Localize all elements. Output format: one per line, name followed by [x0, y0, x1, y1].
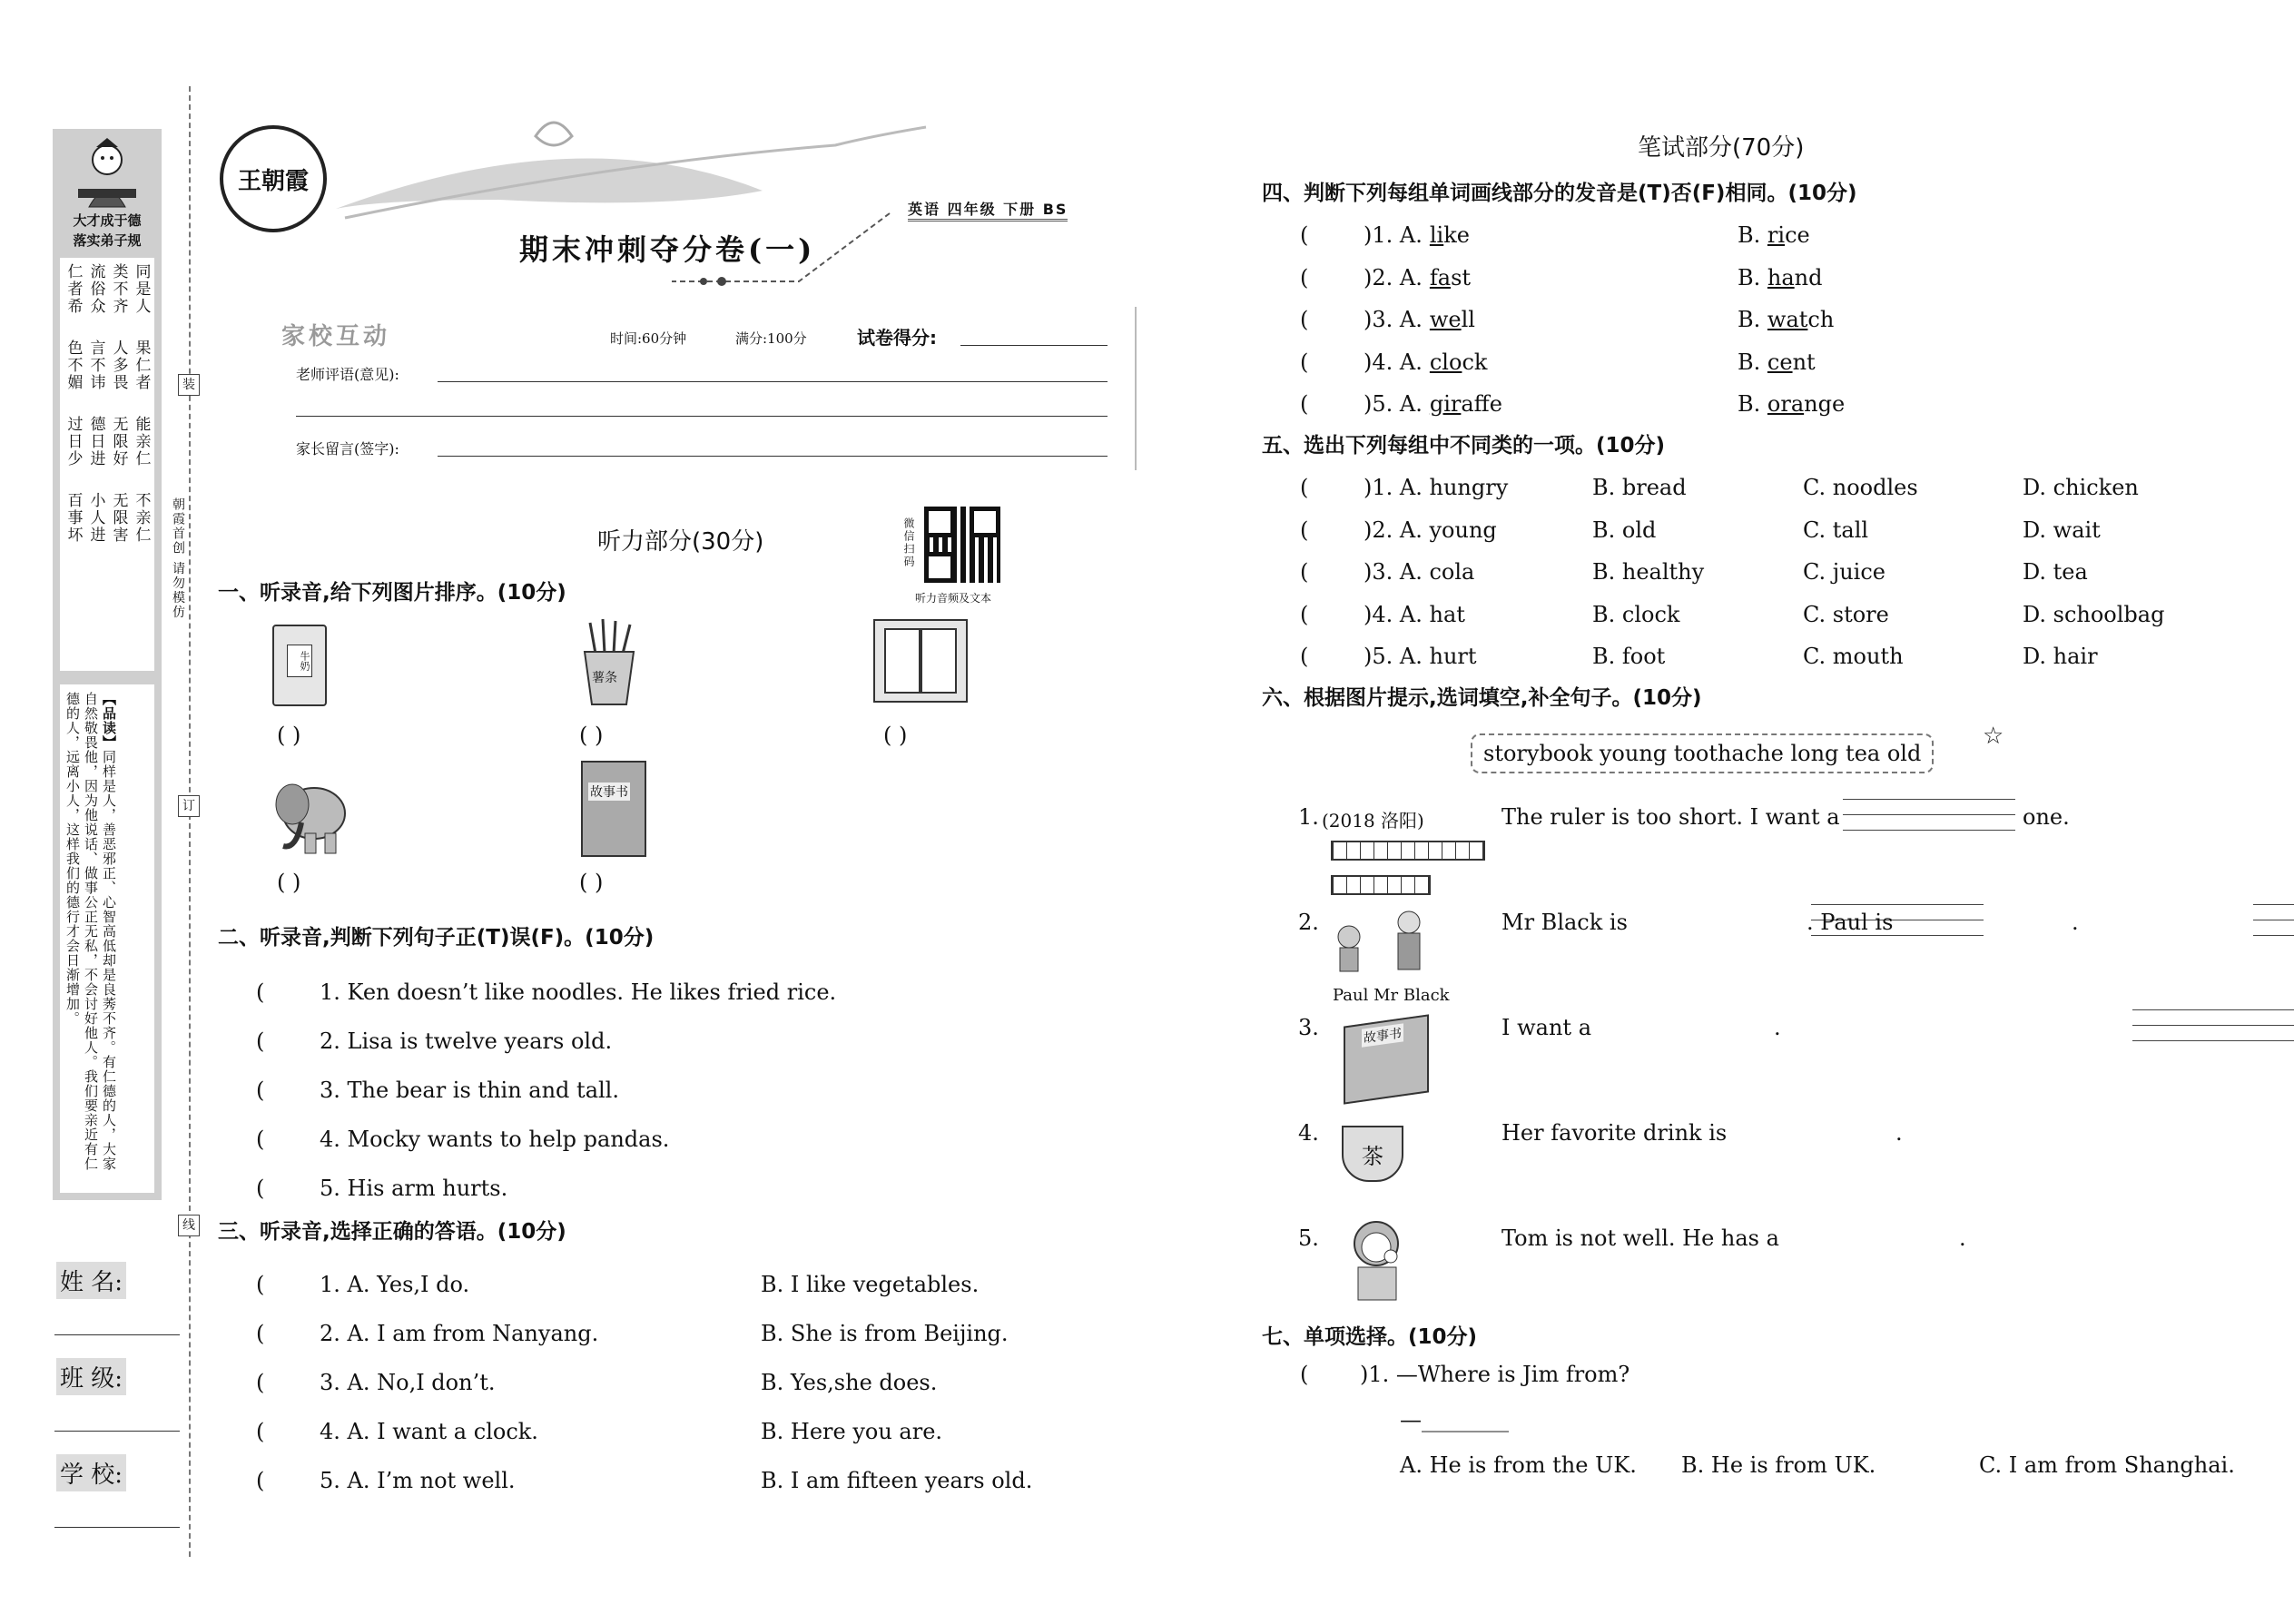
fill-q3-num: 3. — [1298, 1015, 1319, 1040]
fill-q1-tag: (2018 洛阳) — [1322, 810, 1424, 832]
odd-one-option-d[interactable]: D. chicken — [2023, 475, 2139, 500]
odd-one-option-d[interactable]: D. tea — [2023, 559, 2088, 585]
section-4-list — [1300, 214, 2280, 426]
phonics-word-b-row: B. orange — [1738, 391, 1846, 417]
phonics-word-b: cent — [1767, 349, 1816, 375]
listening-title: 听力部分(30分) — [597, 528, 764, 556]
section-2-list — [256, 968, 836, 1213]
fill-q1-blank[interactable] — [1843, 799, 2015, 831]
phonics-num: )1. A. — [1364, 222, 1423, 248]
choice-answer-paren[interactable]: ( — [256, 1468, 265, 1493]
odd-one-option-b[interactable]: B. foot — [1592, 644, 1666, 669]
tf-answer-paren[interactable]: ( — [256, 1127, 265, 1152]
paul-mrblack-icon — [1327, 908, 1436, 986]
cut-mark-2: 订 — [178, 795, 200, 817]
phonics-word-b-row: B. watch — [1738, 307, 1835, 332]
brand-logo-text: 王朝霞 — [237, 167, 309, 195]
reading-text: 同样是人，善恶邪正、心智高低却是良莠不齐。有仁德的人，大家自然敬畏他，因为他说话、做事公正无私，不会讨好他人。我们要亲近有仁德的人，远离小人，这样我们的德行才会日渐增加。 — [64, 692, 117, 1171]
school-label: 学 校: — [56, 1454, 126, 1491]
fill-q1-end: one. — [2023, 804, 2070, 830]
phonics-answer-paren[interactable]: ( — [1300, 349, 1309, 375]
phonics-row — [1300, 214, 2280, 257]
milk-label: 牛奶 — [287, 645, 312, 677]
odd-one-option-a[interactable]: )1. A. hungry — [1364, 475, 1509, 500]
odd-one-answer-paren[interactable]: ( — [1300, 475, 1309, 500]
choice-answer-paren[interactable]: ( — [256, 1419, 265, 1444]
grade-tags: 英语 四年级 下册 BS — [908, 198, 1068, 221]
choice-option-b[interactable]: B. Yes,she does. — [761, 1370, 938, 1395]
reading-title: 【品读】 — [101, 692, 117, 750]
reading-box — [60, 684, 154, 1193]
poem-line: 不亲仁 — [132, 492, 151, 544]
tf-row — [256, 968, 836, 1017]
fill-q4-end: . — [1895, 1120, 1903, 1146]
tf-sentence: 2. Lisa is twelve years old. — [320, 1029, 613, 1054]
choice-answer-paren[interactable]: ( — [256, 1272, 265, 1297]
fill-q4-num: 4. — [1298, 1120, 1319, 1146]
cut-mark-3: 线 — [178, 1215, 200, 1236]
phonics-answer-paren[interactable]: ( — [1300, 391, 1309, 417]
choice-option-a[interactable]: 5. A. I’m not well. — [320, 1468, 516, 1493]
phonics-word-b: rice — [1767, 222, 1810, 248]
odd-one-option-c[interactable]: C. noodles — [1803, 475, 1918, 500]
odd-one-option-b[interactable]: B. old — [1592, 517, 1657, 543]
poem-line: 百事坏 — [64, 492, 83, 544]
full-score: 满分:100分 — [735, 330, 807, 347]
odd-one-row — [1300, 509, 2280, 552]
cookies-label: 薯条 — [592, 671, 617, 685]
choice-option-a[interactable]: 4. A. I want a clock. — [320, 1419, 538, 1444]
odd-one-option-c[interactable]: C. mouth — [1803, 644, 1904, 669]
parent-comment-label: 家长留言(签字): — [296, 440, 399, 458]
section-2-title: 二、听录音,判断下列句子正(T)误(F)。(10分) — [218, 926, 655, 950]
phonics-word-a: fast — [1429, 264, 1472, 290]
phonics-answer-paren[interactable]: ( — [1300, 264, 1309, 290]
phonics-answer-paren[interactable]: ( — [1300, 307, 1309, 332]
tea-cup-icon — [1342, 1126, 1403, 1182]
choice-option-b[interactable]: B. She is from Beijing. — [761, 1321, 1009, 1346]
fill-q1-text: The ruler is too short. I want a — [1501, 804, 1840, 830]
odd-one-answer-paren[interactable]: ( — [1300, 644, 1309, 669]
phonics-word-b: orange — [1767, 391, 1846, 417]
choice-option-b[interactable]: B. Here you are. — [761, 1419, 943, 1444]
poem-line: 类不齐 — [109, 263, 128, 315]
phonics-word-b: hand — [1767, 264, 1823, 290]
poem-line: 言不讳 — [86, 340, 105, 391]
fill-q3-book-label: 故事书 — [1362, 1023, 1403, 1047]
class-label: 班 级: — [56, 1358, 126, 1395]
tf-answer-paren[interactable]: ( — [256, 1078, 265, 1103]
fill-q2-text: Mr Black is — [1501, 910, 1628, 935]
fill-q1-num: 1. — [1298, 804, 1319, 830]
teacher-comment-label: 老师评语(意见): — [296, 366, 399, 383]
odd-one-option-b[interactable]: B. clock — [1592, 601, 1680, 627]
odd-one-option-c[interactable]: C. store — [1803, 601, 1889, 627]
poem-line: 小人进 — [86, 492, 105, 544]
qr-caption: 听力音频及文本 — [915, 592, 992, 605]
odd-one-option-b[interactable]: B. bread — [1592, 475, 1687, 500]
short-ruler-icon — [1331, 875, 1431, 895]
book-icon — [1344, 1014, 1429, 1104]
score-field[interactable] — [960, 345, 1108, 346]
odd-one-option-d[interactable]: D. wait — [2023, 517, 2101, 543]
section-3-list — [256, 1260, 1073, 1505]
fill-q5-text: Tom is not well. He has a — [1501, 1225, 1779, 1251]
qr-code-icon[interactable] — [924, 507, 1000, 583]
poem-line: 果仁者 — [132, 340, 151, 391]
storybook-label: 故事书 — [588, 782, 630, 801]
choice-row — [256, 1358, 1073, 1407]
choice-answer-paren[interactable]: ( — [256, 1370, 265, 1395]
pic-2-answer[interactable]: ( ) — [579, 723, 604, 748]
exam-time: 时间:60分钟 — [610, 330, 687, 347]
tf-sentence: 5. His arm hurts. — [320, 1176, 508, 1201]
phonics-num: )2. A. — [1364, 264, 1423, 290]
tf-row — [256, 1017, 836, 1066]
pic-4-answer[interactable]: ( ) — [277, 870, 301, 895]
odd-one-option-a[interactable]: )4. A. hat — [1364, 601, 1465, 627]
phonics-num: )5. A. — [1364, 391, 1423, 417]
storybook-icon — [581, 761, 646, 857]
odd-one-option-c[interactable]: C. tall — [1803, 517, 1869, 543]
word-bank: storybook young toothache long tea old — [1471, 733, 1934, 773]
poem-line: 流俗众 — [86, 263, 105, 315]
brand-logo — [220, 125, 327, 232]
fill-q2-mid: . Paul is — [1807, 910, 1894, 935]
cut-mark-1: 装 — [178, 374, 200, 396]
toothache-boy-icon — [1340, 1216, 1422, 1304]
fill-q2-caption: Paul Mr Black — [1333, 986, 1450, 1005]
phonics-word-b-row: B. hand — [1738, 264, 1823, 290]
phonics-word-b-row: B. rice — [1738, 222, 1810, 248]
writing-title: 笔试部分(70分) — [1638, 134, 1805, 162]
poem-line: 仁者希 — [64, 263, 83, 315]
odd-one-option-c[interactable]: C. juice — [1803, 559, 1885, 585]
phonics-word-a: well — [1429, 307, 1475, 332]
star-icon: ☆ — [1983, 723, 2004, 750]
school-field[interactable] — [54, 1527, 180, 1528]
tf-row — [256, 1066, 836, 1115]
odd-one-option-a[interactable]: )3. A. cola — [1364, 559, 1475, 585]
odd-one-row — [1300, 635, 2280, 678]
phonics-row — [1300, 341, 2280, 384]
section-7-title: 七、单项选择。(10分) — [1262, 1325, 1478, 1349]
fill-q5-num: 5. — [1298, 1225, 1319, 1251]
odd-one-option-d[interactable]: D. hair — [2023, 644, 2098, 669]
fill-q4-text: Her favorite drink is — [1501, 1120, 1728, 1146]
phonics-word-a: clock — [1429, 349, 1488, 375]
avatar-area — [60, 134, 154, 209]
section-4-title: 四、判断下列每组单词画线部分的发音是(T)否(F)相同。(10分) — [1262, 182, 1857, 205]
qr-side-caption: 微信扫码 — [902, 517, 915, 568]
tf-sentence: 1. Ken doesn’t like noodles. He likes fried rice. — [320, 979, 837, 1005]
phonics-num: )4. A. — [1364, 349, 1423, 375]
choice-answer-paren[interactable]: ( — [256, 1321, 265, 1346]
tf-row — [256, 1164, 836, 1213]
phonics-row — [1300, 257, 2280, 300]
pic-5-answer[interactable]: ( ) — [579, 870, 604, 895]
class-field[interactable] — [54, 1431, 180, 1432]
pic-1-answer[interactable]: ( ) — [277, 723, 301, 748]
cookies-icon — [577, 617, 641, 708]
phonics-row — [1300, 299, 2280, 341]
elephant-icon — [269, 768, 356, 859]
side-note: 朝霞首创 请勿模仿 — [171, 497, 185, 620]
choice-row — [256, 1260, 1073, 1309]
home-school-title: 家校互动 — [281, 323, 391, 350]
teacher-comment-line-1[interactable] — [438, 381, 1108, 382]
teacher-comment-line-2[interactable] — [296, 416, 1108, 417]
sidebar-strip — [53, 129, 162, 1200]
fill-q3-end: . — [1774, 1015, 1781, 1040]
tf-sentence: 3. The bear is thin and tall. — [320, 1078, 619, 1103]
choice-row — [256, 1456, 1073, 1505]
fill-q2-blank-2[interactable] — [2253, 904, 2294, 936]
fill-q3-text: I want a — [1501, 1015, 1591, 1040]
long-ruler-icon — [1331, 841, 1485, 861]
poem-line: 德日进 — [86, 416, 105, 468]
odd-one-row — [1300, 594, 2280, 636]
odd-one-option-d[interactable]: D. schoolbag — [2023, 601, 2165, 627]
choice-option-b[interactable]: B. I am fifteen years old. — [761, 1468, 1033, 1493]
poem-line: 过日少 — [64, 416, 83, 468]
poem-line: 无限害 — [109, 492, 128, 544]
choice-option-a[interactable]: 1. A. Yes,I do. — [320, 1272, 470, 1297]
milk-carton-icon — [272, 625, 327, 706]
fill-q2-end: . — [2072, 910, 2079, 935]
poem-line: 色不媚 — [64, 340, 83, 391]
name-field[interactable] — [54, 1334, 180, 1335]
section-5-list — [1300, 467, 2280, 678]
odd-one-option-a[interactable]: )5. A. hurt — [1364, 644, 1477, 669]
phonics-word-b-row: B. cent — [1738, 349, 1816, 375]
tf-row — [256, 1115, 836, 1164]
poem-line: 能亲仁 — [132, 416, 151, 468]
choice-option-a[interactable]: 3. A. No,I don’t. — [320, 1370, 496, 1395]
choice-option-a[interactable]: 2. A. I am from Nanyang. — [320, 1321, 599, 1346]
phonics-num: )3. A. — [1364, 307, 1423, 332]
odd-one-answer-paren[interactable]: ( — [1300, 559, 1309, 585]
section-3-title: 三、听录音,选择正确的答语。(10分) — [218, 1220, 566, 1244]
choice-row — [256, 1309, 1073, 1358]
tf-answer-paren[interactable]: ( — [256, 1029, 265, 1054]
section-5-title: 五、选出下列每组中不同类的一项。(10分) — [1262, 434, 1666, 458]
choice-q1-paren: ( — [1300, 1362, 1309, 1387]
fill-q3-blank[interactable] — [2132, 1009, 2294, 1041]
phonics-word-a: giraffe — [1429, 391, 1502, 417]
odd-one-option-a[interactable]: )2. A. young — [1364, 517, 1497, 543]
tf-sentence: 4. Mocky wants to help pandas. — [320, 1127, 670, 1152]
tf-answer-paren[interactable]: ( — [256, 1176, 265, 1201]
phonics-word-b: watch — [1767, 307, 1835, 332]
tf-answer-paren[interactable]: ( — [256, 979, 265, 1005]
window-icon — [873, 619, 968, 703]
poem-line: 同是人 — [132, 263, 151, 315]
choice-option-b[interactable]: B. I like vegetables. — [761, 1272, 980, 1297]
fill-q5-end: . — [1959, 1225, 1966, 1251]
choice-q1-question: )1. —Where is Jim from? — [1360, 1362, 1630, 1387]
scholar-avatar-icon — [60, 134, 154, 209]
section-1-title: 一、听录音,给下列图片排序。(10分) — [218, 581, 566, 605]
poem-box — [60, 258, 154, 671]
choice-row — [256, 1407, 1073, 1456]
motto-1: 大才成于德 — [60, 211, 154, 229]
cut-line — [189, 86, 191, 1557]
poem-line: 无限好 — [109, 416, 128, 468]
paper-title: 期末冲刺夺分卷(一) — [519, 232, 816, 267]
poem-line: 人多畏 — [109, 340, 128, 391]
pic-3-answer[interactable]: ( ) — [883, 723, 908, 748]
parent-comment-line[interactable] — [438, 456, 1108, 457]
choice-q1-option-b[interactable]: B. He is from UK. — [1681, 1452, 1876, 1478]
phonics-row — [1300, 383, 2280, 426]
section-6-title: 六、根据图片提示,选词填空,补全句子。(10分) — [1262, 686, 1702, 710]
odd-one-answer-paren[interactable]: ( — [1300, 601, 1309, 627]
fill-q2-num: 2. — [1298, 910, 1319, 935]
name-label: 姓 名: — [56, 1262, 126, 1299]
phonics-answer-paren[interactable]: ( — [1300, 222, 1309, 248]
odd-one-row — [1300, 551, 2280, 594]
phonics-word-a: like — [1429, 222, 1470, 248]
choice-q1-option-c[interactable]: C. I am from Shanghai. — [1979, 1452, 2235, 1478]
choice-q1-response: —________ — [1400, 1407, 1509, 1432]
odd-one-answer-paren[interactable]: ( — [1300, 517, 1309, 543]
odd-one-option-b[interactable]: B. healthy — [1592, 559, 1705, 585]
score-label: 试卷得分: — [857, 327, 937, 349]
motto-2: 落实弟子规 — [60, 231, 154, 249]
choice-q1-option-a[interactable]: A. He is from the UK. — [1400, 1452, 1637, 1478]
odd-one-row — [1300, 467, 2280, 509]
fill-q4-cup-label: 茶 — [1362, 1143, 1383, 1169]
